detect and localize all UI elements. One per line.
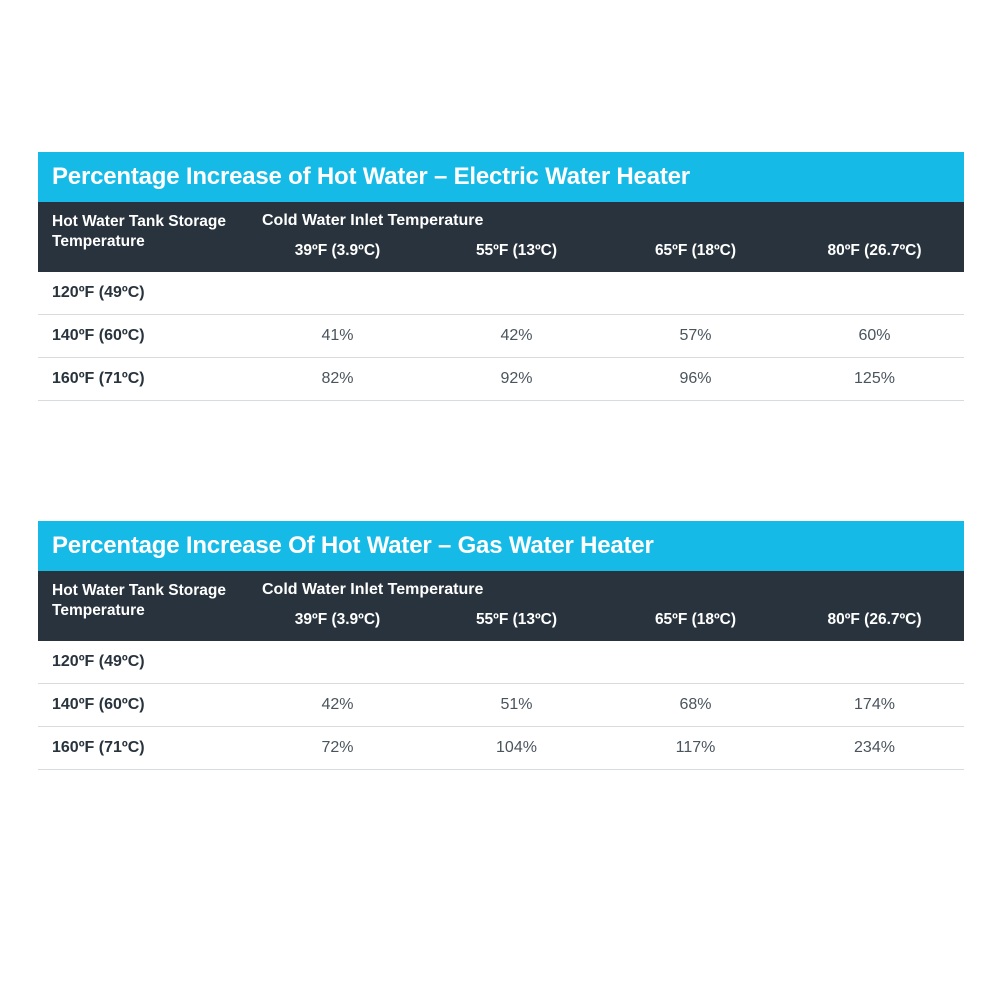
table-row (38, 272, 964, 315)
column-header: 39ºF (3.9ºC) (248, 605, 427, 641)
table-cell (606, 641, 785, 684)
header-row-group (38, 202, 964, 236)
row-label: 140ºF (60ºC) (38, 684, 248, 727)
table-cell: 60% (785, 315, 964, 358)
column-header: 65ºF (18ºC) (606, 236, 785, 272)
table-electric-water-heater (38, 152, 964, 401)
table-header (38, 571, 964, 641)
table-cell (248, 272, 427, 315)
table-cell: 92% (427, 358, 606, 401)
table-cell (785, 641, 964, 684)
table-cell: 72% (248, 727, 427, 770)
column-header: 80ºF (26.7ºC) (785, 605, 964, 641)
table-body (38, 272, 964, 401)
row-header-label: Hot Water Tank Storage Temperature (38, 571, 248, 641)
table-cell: 68% (606, 684, 785, 727)
table-body (38, 641, 964, 770)
table-cell: 82% (248, 358, 427, 401)
column-group-label: Cold Water Inlet Temperature (248, 571, 964, 605)
column-header: 65ºF (18ºC) (606, 605, 785, 641)
table-cell: 96% (606, 358, 785, 401)
row-label: 160ºF (71ºC) (38, 727, 248, 770)
table-header (38, 202, 964, 272)
table-cell: 42% (427, 315, 606, 358)
table-row (38, 315, 964, 358)
row-label: 160ºF (71ºC) (38, 358, 248, 401)
column-header: 39ºF (3.9ºC) (248, 236, 427, 272)
table-cell (427, 641, 606, 684)
table-title: Percentage Increase of Hot Water – Electric Water Heater (38, 152, 964, 202)
table-cell: 57% (606, 315, 785, 358)
header-row-group (38, 571, 964, 605)
table-cell: 234% (785, 727, 964, 770)
row-label: 120ºF (49ºC) (38, 272, 248, 315)
table-cell (427, 272, 606, 315)
column-group-label: Cold Water Inlet Temperature (248, 202, 964, 236)
column-header: 55ºF (13ºC) (427, 236, 606, 272)
table-cell: 51% (427, 684, 606, 727)
table-cell (785, 272, 964, 315)
row-label: 140ºF (60ºC) (38, 315, 248, 358)
table-cell: 42% (248, 684, 427, 727)
table-gas-water-heater (38, 521, 964, 770)
table-row (38, 641, 964, 684)
table-cell: 41% (248, 315, 427, 358)
column-header: 80ºF (26.7ºC) (785, 236, 964, 272)
table-cell: 104% (427, 727, 606, 770)
table-cell: 117% (606, 727, 785, 770)
table-row (38, 727, 964, 770)
table-cell (248, 641, 427, 684)
table-row (38, 358, 964, 401)
row-label: 120ºF (49ºC) (38, 641, 248, 684)
row-header-label: Hot Water Tank Storage Temperature (38, 202, 248, 272)
data-table (38, 571, 964, 770)
column-header: 55ºF (13ºC) (427, 605, 606, 641)
table-row (38, 684, 964, 727)
table-title: Percentage Increase Of Hot Water – Gas Water Heater (38, 521, 964, 571)
table-cell (606, 272, 785, 315)
table-cell: 125% (785, 358, 964, 401)
table-cell: 174% (785, 684, 964, 727)
data-table (38, 202, 964, 401)
